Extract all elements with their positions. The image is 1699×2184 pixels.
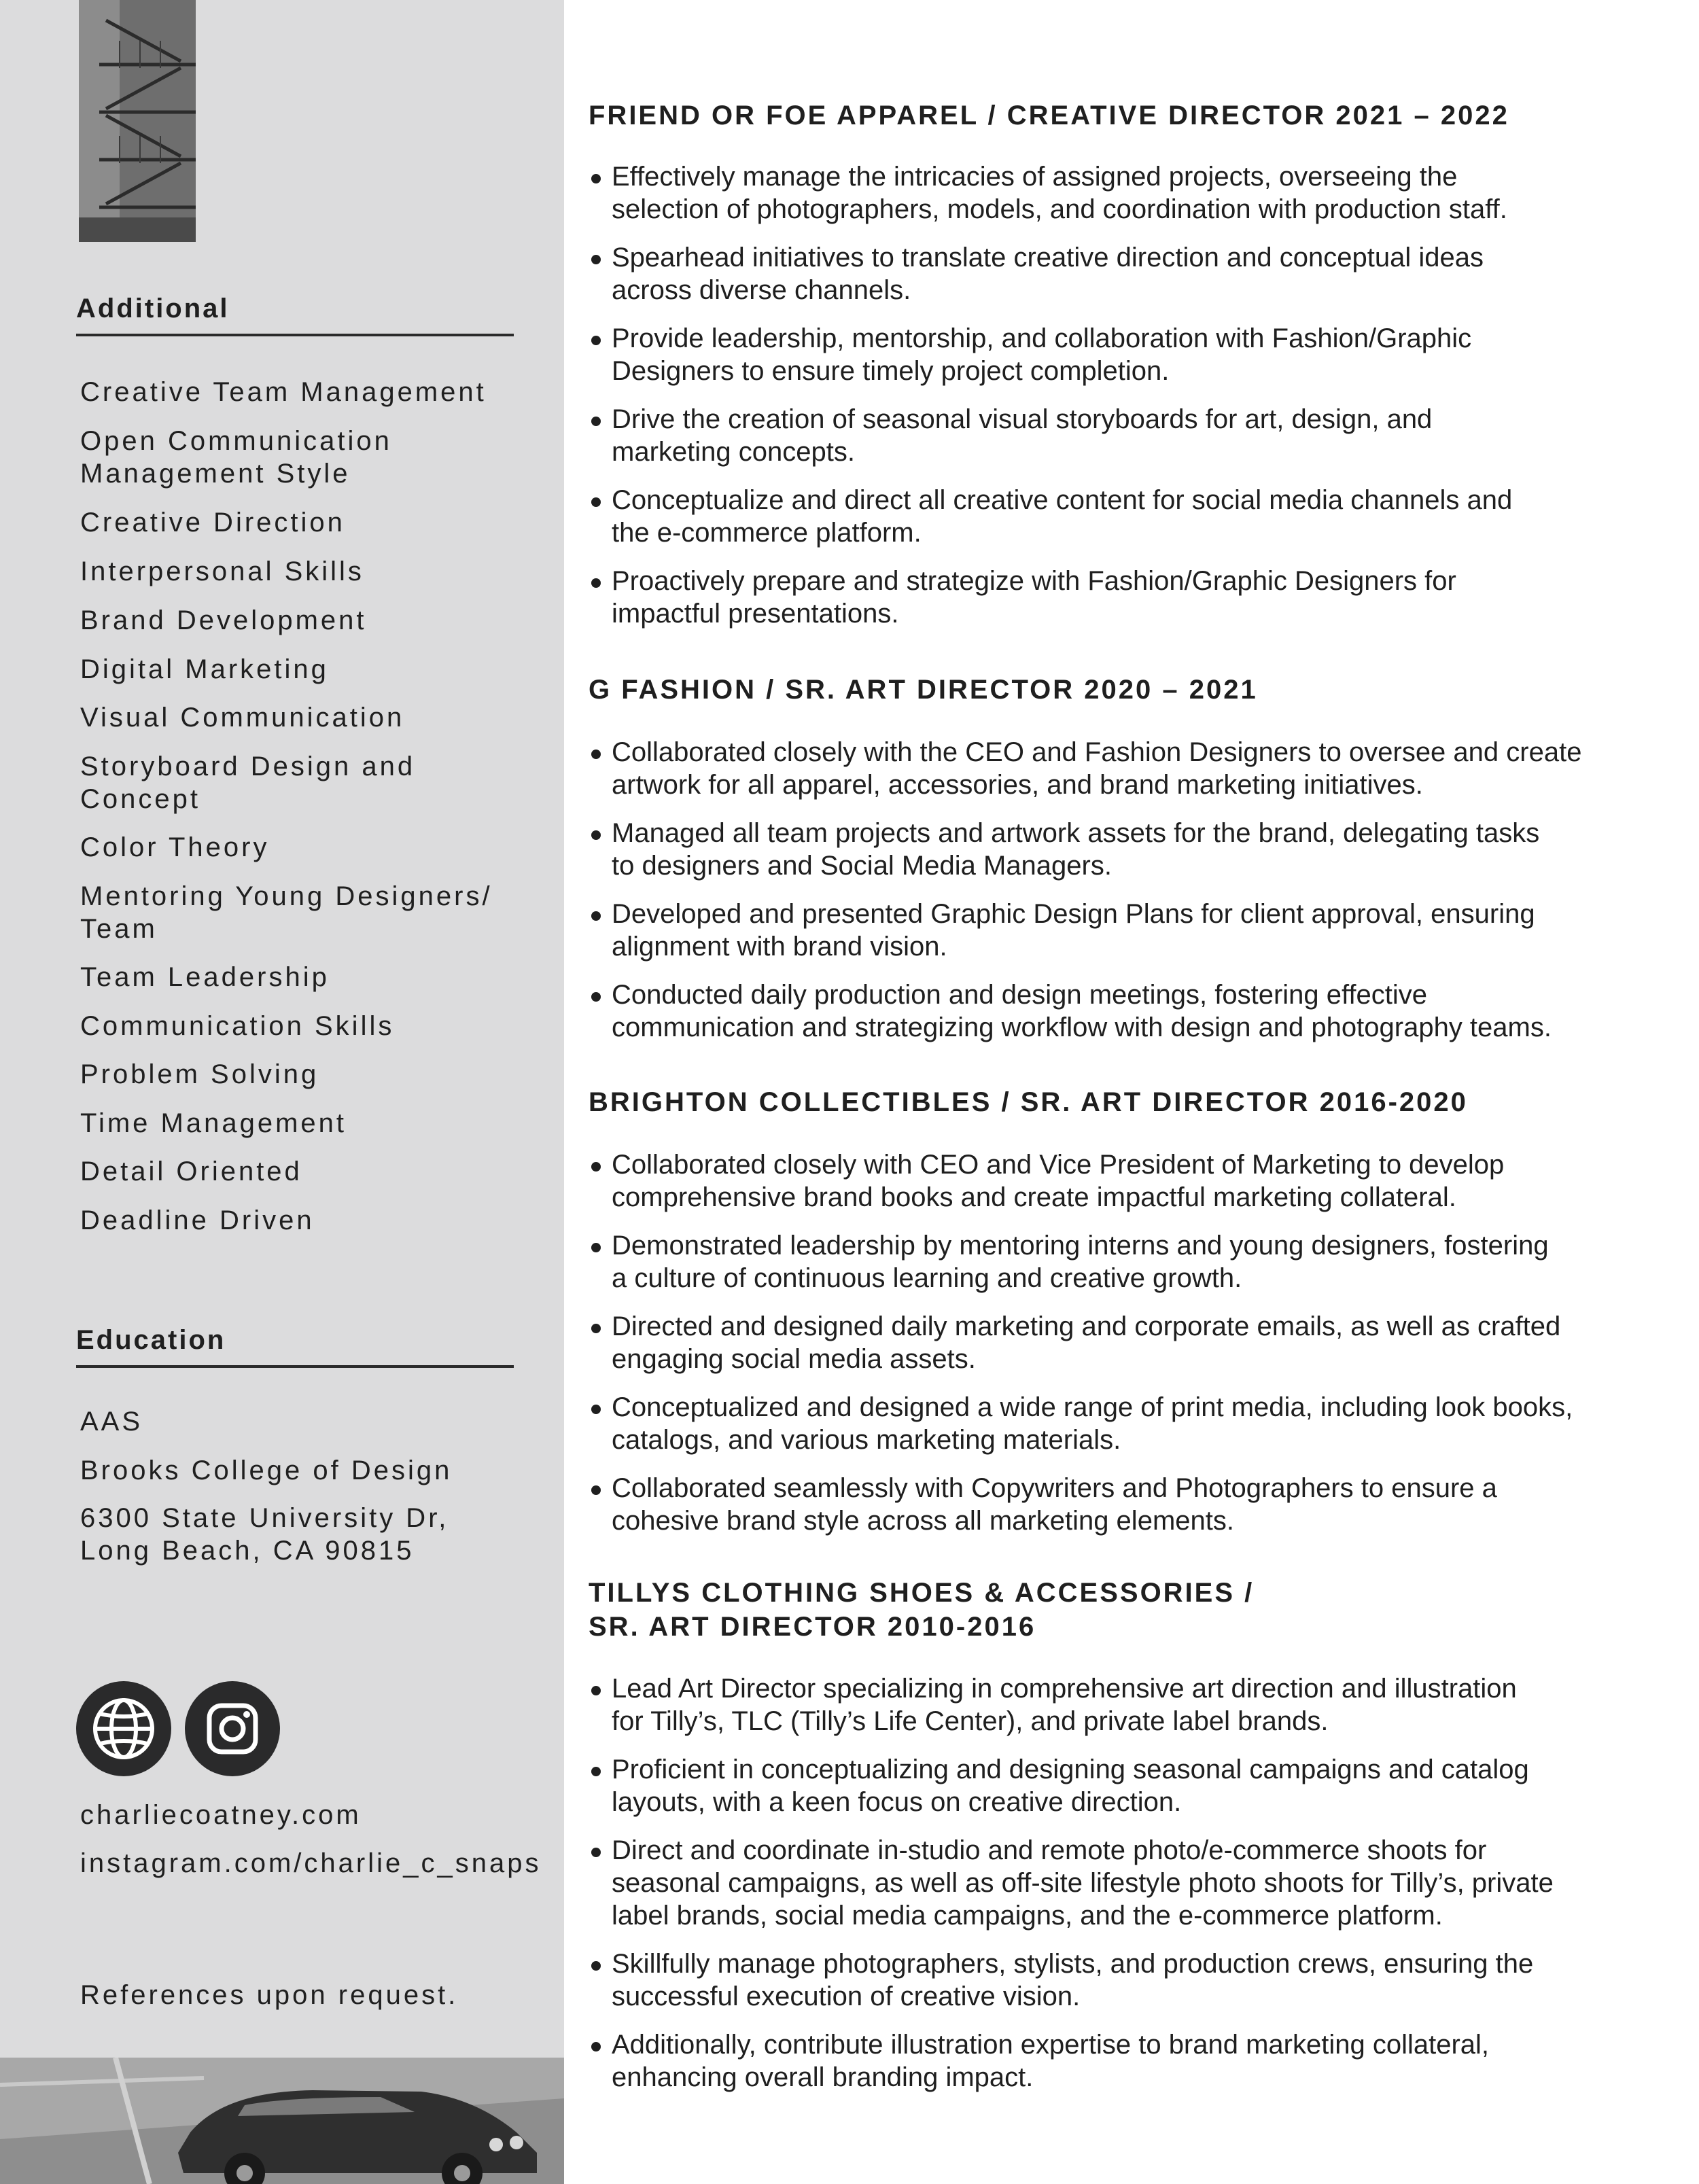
instagram-icon[interactable] <box>185 1681 280 1776</box>
job-bullet: Collaborated seamlessly with Copywriters and Photographers to ensure a cohesive brand style across all marketing elements. <box>589 1472 1649 1537</box>
skill-item: Communication Skills <box>80 1011 395 1041</box>
job-bullet: Conceptualize and direct all creative content for social media channels and the e-commerce platform. <box>589 484 1649 549</box>
education-address: 6300 State University Dr, Long Beach, CA 90815 <box>80 1503 449 1566</box>
skill-item: Interpersonal Skills <box>80 557 364 586</box>
skill-item: Time Management <box>80 1108 347 1138</box>
education-degree: AAS <box>80 1407 143 1437</box>
job-bullet: Proactively prepare and strategize with Fashion/Graphic Designers for impactful presentations. <box>589 565 1649 630</box>
job-bullet: Effectively manage the intricacies of assigned projects, overseeing the selection of photographers, models, and coordination with production staff. <box>589 160 1649 226</box>
job-bullet: Skillfully manage photographers, stylists, and production crews, ensuring the successful execution of creative vision. <box>589 1948 1649 2013</box>
sidebar <box>0 0 564 2184</box>
job-bullet: Demonstrated leadership by mentoring interns and young designers, fostering a culture of continuous learning and creative growth. <box>589 1229 1649 1294</box>
skill-item: Detail Oriented <box>80 1157 302 1186</box>
skill-item: Deadline Driven <box>80 1205 315 1235</box>
education-school: Brooks College of Design <box>80 1456 453 1485</box>
job-bullet: Lead Art Director specializing in comprehensive art direction and illustration for Tilly’s, TLC (Tilly’s Life Center), and private label brands. <box>589 1672 1649 1738</box>
job-bullet: Collaborated closely with the CEO and Fashion Designers to oversee and create artwork for all apparel, accessories, and brand marketing initiatives. <box>589 736 1649 801</box>
job-title: G FASHION / SR. ART DIRECTOR 2020 – 2021 <box>589 675 1258 705</box>
fire-escape-photo <box>79 0 196 242</box>
additional-heading: Additional <box>76 294 514 336</box>
job-bullet: Managed all team projects and artwork assets for the brand, delegating tasks to designers and Social Media Managers. <box>589 817 1649 882</box>
job-bullet: Developed and presented Graphic Design Plans for client approval, ensuring alignment with brand vision. <box>589 898 1649 963</box>
job-title: BRIGHTON COLLECTIBLES / SR. ART DIRECTOR 2016-2020 <box>589 1087 1468 1117</box>
job-bullet: Direct and coordinate in-studio and remote photo/e-commerce shoots for seasonal campaigns, as well as off-site lifestyle photo shoots for Tilly’s, private label brands, social media campaigns, and the e-commerce platform. <box>589 1834 1649 1932</box>
skill-item: Open Communication Management Style <box>80 426 392 489</box>
website-link[interactable]: charliecoatney.com <box>80 1800 362 1830</box>
job-bullet: Additionally, contribute illustration expertise to brand marketing collateral, enhancing overall branding impact. <box>589 2028 1649 2094</box>
job-title: FRIEND OR FOE APPAREL / CREATIVE DIRECTOR 2021 – 2022 <box>589 101 1509 130</box>
skill-item: Storyboard Design and Concept <box>80 752 416 814</box>
job-title: TILLYS CLOTHING SHOES & ACCESSORIES / SR. ART DIRECTOR 2010-2016 <box>589 1578 1255 1642</box>
job-bullet: Conducted daily production and design meetings, fostering effective communication and strategizing workflow with design and photography teams. <box>589 979 1649 1044</box>
job-bullet: Collaborated closely with CEO and Vice President of Marketing to develop comprehensive brand books and create impactful marketing collateral. <box>589 1148 1649 1214</box>
instagram-link[interactable]: instagram.com/charlie_c_snaps <box>80 1848 542 1878</box>
globe-icon[interactable] <box>76 1681 171 1776</box>
skill-item: Brand Development <box>80 605 367 635</box>
job-bullet: Provide leadership, mentorship, and collaboration with Fashion/Graphic Designers to ensure timely project completion. <box>589 322 1649 387</box>
skill-item: Creative Direction <box>80 508 345 538</box>
skill-item: Color Theory <box>80 832 270 862</box>
skill-item: Visual Communication <box>80 703 405 733</box>
skill-item: Digital Marketing <box>80 654 329 684</box>
skill-item: Team Leadership <box>80 962 330 992</box>
job-bullet: Proficient in conceptualizing and designing seasonal campaigns and catalog layouts, with a keen focus on creative direction. <box>589 1753 1649 1818</box>
job-bullet: Conceptualized and designed a wide range of print media, including look books, catalogs, and various marketing materials. <box>589 1391 1649 1456</box>
vintage-car-photo <box>0 2058 564 2184</box>
education-heading: Education <box>76 1325 514 1368</box>
skill-item: Creative Team Management <box>80 377 487 407</box>
job-bullet: Drive the creation of seasonal visual storyboards for art, design, and marketing concepts. <box>589 403 1649 468</box>
skill-item: Problem Solving <box>80 1059 319 1089</box>
job-bullet: Spearhead initiatives to translate creative direction and conceptual ideas across diverse channels. <box>589 241 1649 306</box>
skill-item: Mentoring Young Designers/ Team <box>80 881 493 944</box>
job-bullet: Directed and designed daily marketing and corporate emails, as well as crafted engaging social media assets. <box>589 1310 1649 1375</box>
references-note: References upon request. <box>80 1980 459 2010</box>
